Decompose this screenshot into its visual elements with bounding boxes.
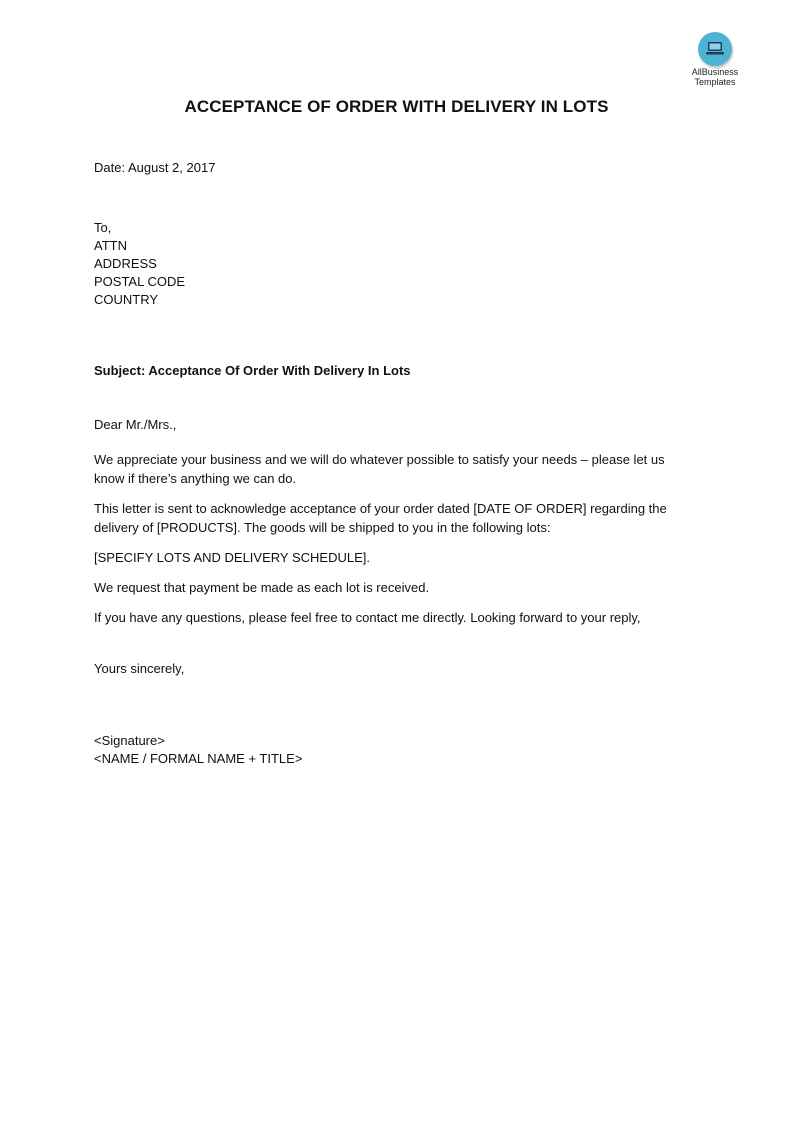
salutation: Dear Mr./Mrs., [94,417,177,432]
recipient-attn: ATTN [94,238,127,253]
laptop-icon [698,32,732,66]
allbusiness-templates-logo [684,32,746,87]
paragraph-acknowledgement: This letter is sent to acknowledge acceptance of your order dated [DATE OF ORDER] regarding the delivery of [PRODUCTS]. The goods will be shipped to you in the following lots: [94,501,667,535]
paragraph-lots-schedule: [SPECIFY LOTS AND DELIVERY SCHEDULE]. [94,550,370,565]
paragraph-appreciation: We appreciate your business and we will do whatever possible to satisfy your needs – please let us know if there’s anything we can do. [94,452,665,486]
recipient-postal-code: POSTAL CODE [94,274,186,289]
recipient-country: COUNTRY [94,292,159,307]
logo-text-line2: Templates [694,77,736,87]
paragraph-payment: We request that payment be made as each lot is received. [94,580,430,595]
signature-placeholder: <Signature> [94,733,165,748]
document-title: ACCEPTANCE OF ORDER WITH DELIVERY IN LOTS [184,97,609,116]
recipient-to: To, [94,220,112,235]
paragraph-contact: If you have any questions, please feel free to contact me directly. Looking forward to your reply, [94,610,641,625]
logo-text-line1: AllBusiness [691,67,739,77]
subject-line: Subject: Acceptance Of Order With Delivery In Lots [94,363,411,378]
recipient-address: ADDRESS [94,256,157,271]
date-line: Date: August 2, 2017 [94,160,216,175]
closing: Yours sincerely, [94,661,185,676]
name-title-placeholder: <NAME / FORMAL NAME + TITLE> [94,751,303,766]
